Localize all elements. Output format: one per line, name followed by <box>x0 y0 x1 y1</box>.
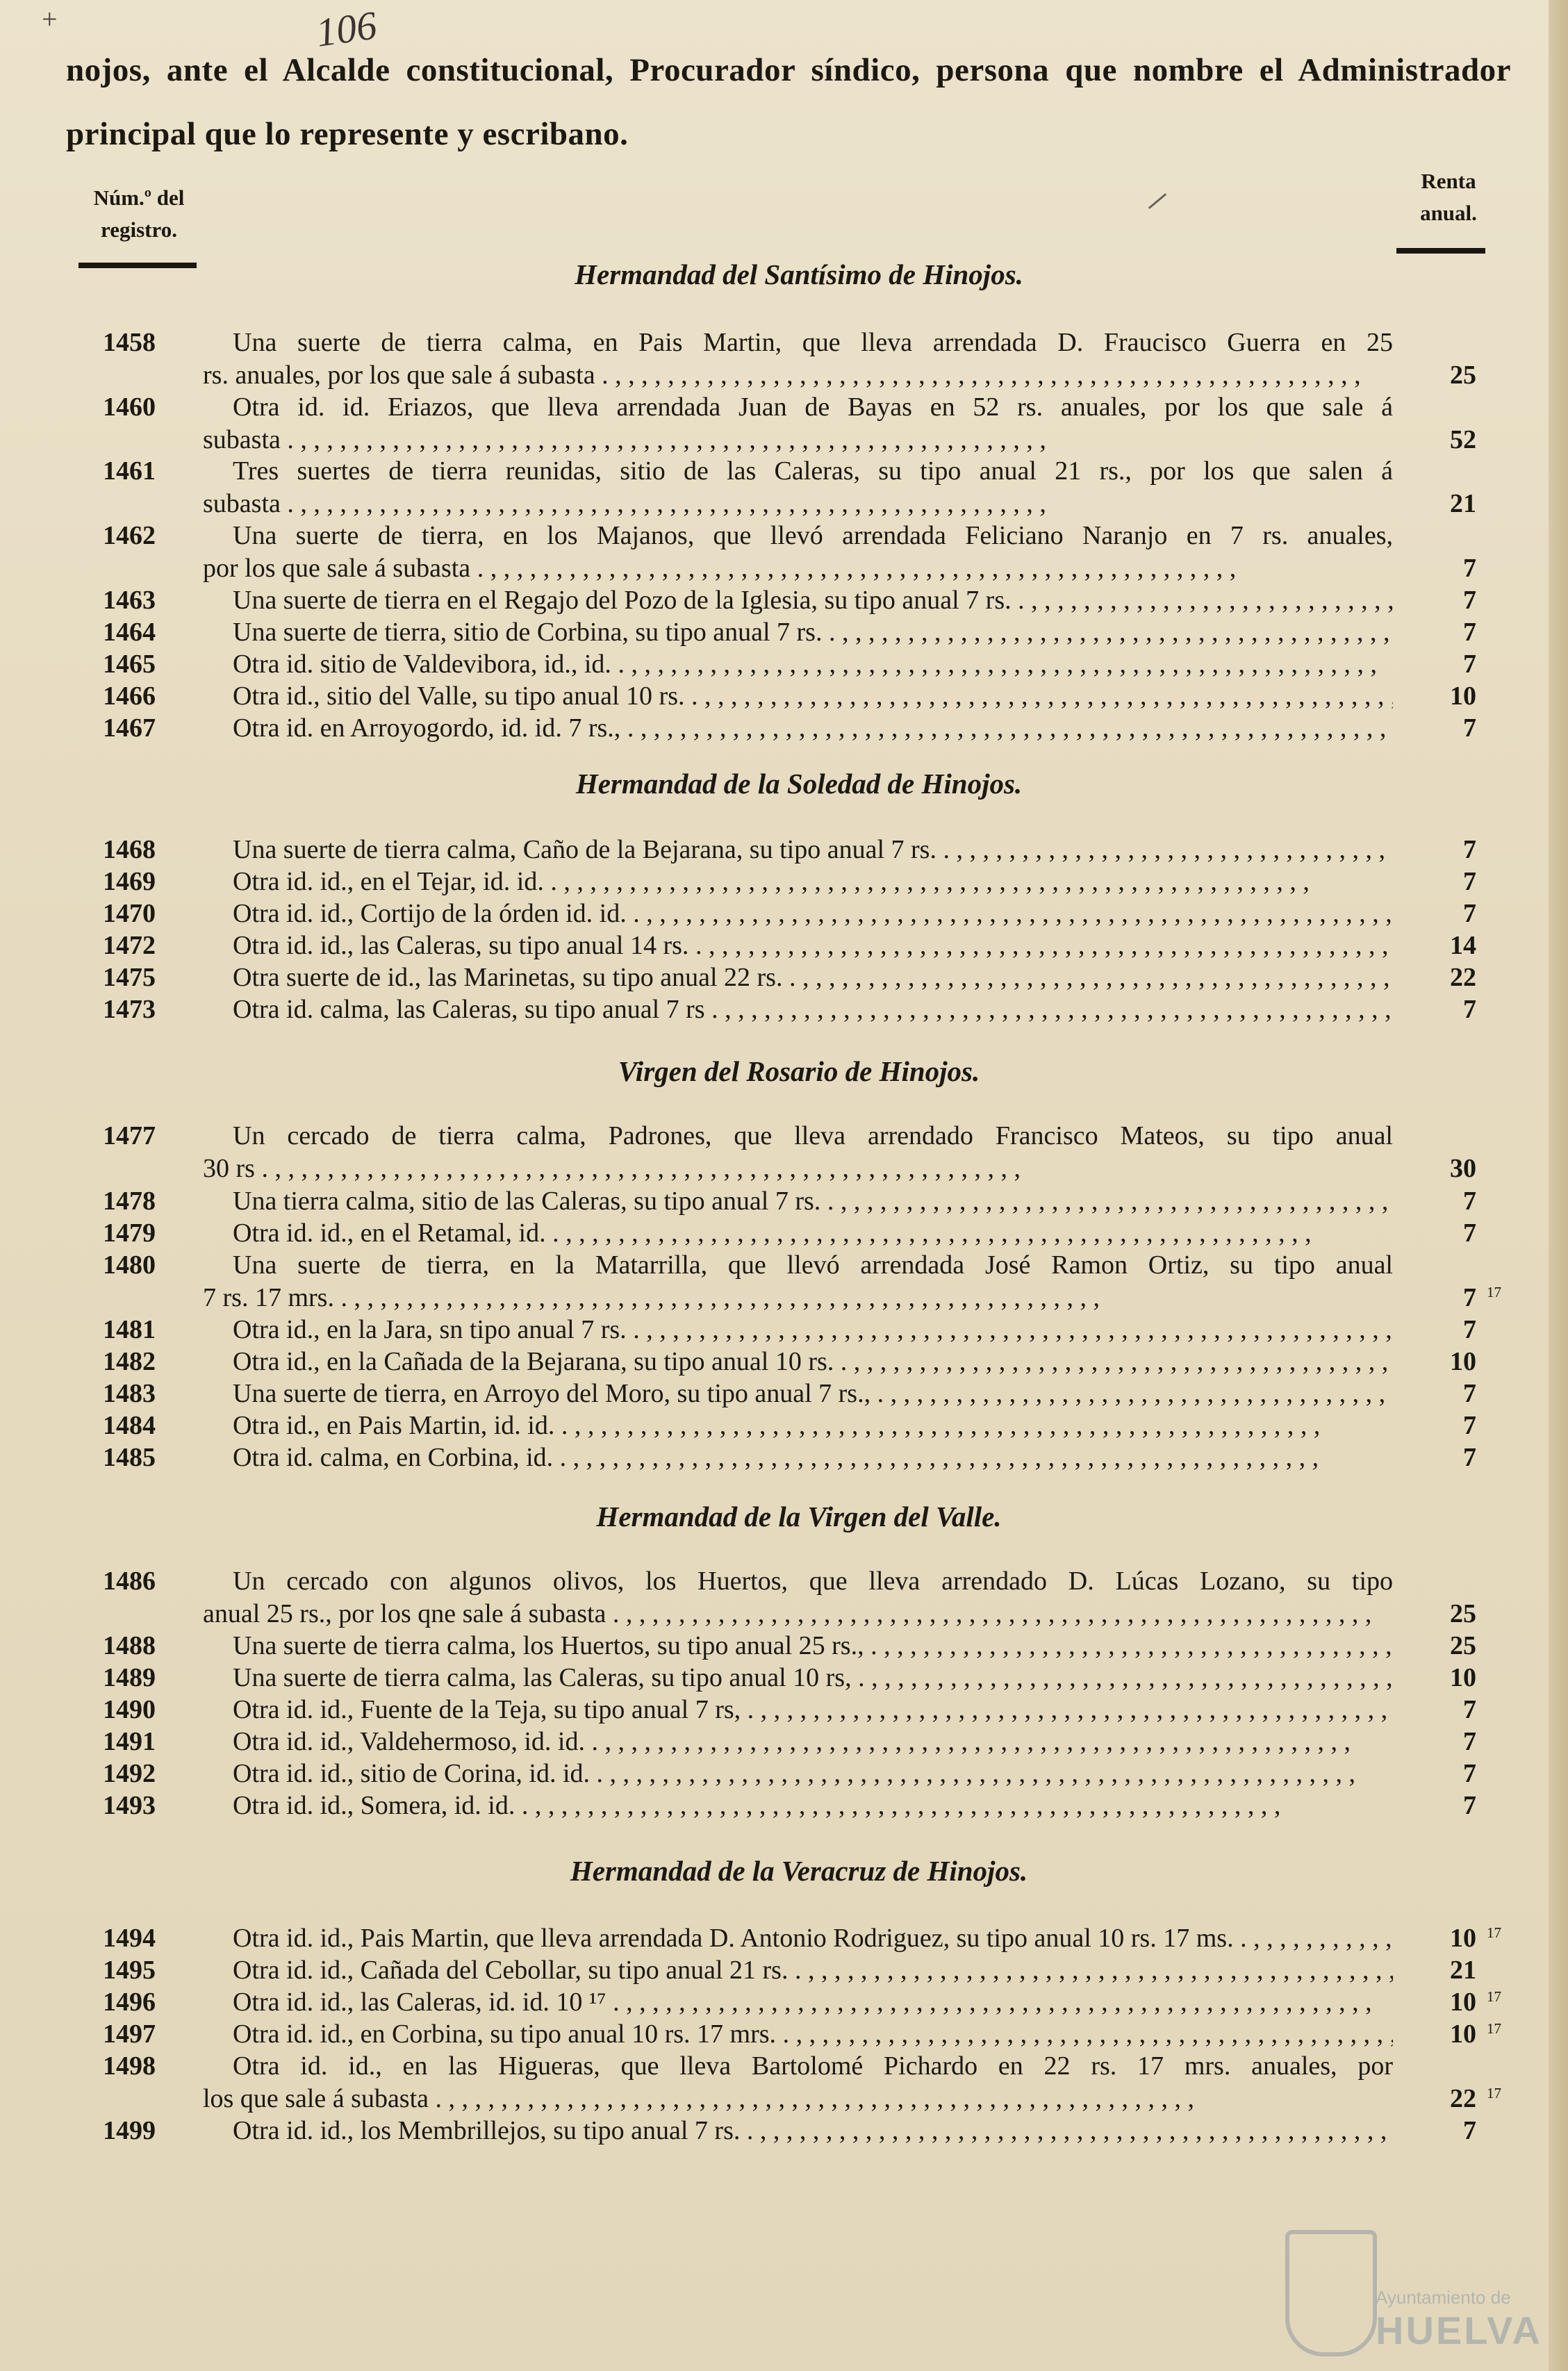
section-title: Hermandad de la Virgen del Valle. <box>596 1501 1002 1533</box>
register-row <box>0 834 1568 866</box>
register-row <box>0 1441 1568 1473</box>
register-number: 1484 <box>103 1411 156 1440</box>
register-number: 1498 <box>103 2051 156 2081</box>
register-row <box>0 648 1568 680</box>
register-number: 1497 <box>103 2019 156 2049</box>
register-row <box>0 961 1568 993</box>
annual-rent-value: 7 <box>1463 650 1476 679</box>
annual-rent-value: 10 <box>1450 1988 1476 2017</box>
register-number: 1496 <box>103 1988 156 2017</box>
register-description-continuation: 30 rs . , , , , , , , , , , , , , , , , , , , , , , , , , , , , , , , , , , , , , , , , , , , , , , , , , , , , , , , , , <box>203 1153 1393 1184</box>
register-number: 1467 <box>103 713 156 743</box>
register-row <box>0 616 1568 648</box>
register-row-continuation <box>0 1153 1568 1184</box>
annual-rent-value: 7 <box>1463 1187 1476 1216</box>
column-header-rent: Renta anual. <box>1420 169 1477 225</box>
register-row <box>0 1790 1568 1821</box>
register-description: Otra id. id., en el Tejar, id. id. . , , , , , , , , , , , , , , , , , , , , , , , , , , , , , , , , , , , , , , , , , , , , , , , , , , , , , , , , , <box>233 866 1393 898</box>
register-row-continuation <box>0 1282 1568 1314</box>
register-row-continuation <box>0 424 1568 456</box>
register-number: 1485 <box>103 1443 156 1472</box>
section-title: Hermandad de la Veracruz de Hinojos. <box>570 1855 1028 1887</box>
register-number: 1483 <box>103 1379 156 1408</box>
register-description: Otra id. id., los Membrillejos, su tipo anual 7 rs. . , , , , , , , , , , , , , , , , , , , , , , , , , , , , , , , , , , , , , , , , , , , , , , , , , , , , , , , , , <box>233 2115 1393 2147</box>
register-row <box>0 1662 1568 1694</box>
register-description: Una suerte de tierra, en Arroyo del Moro, su tipo anual 7 rs., . , , , , , , , , , , , , , , , , , , , , , , , , , , , , , , , , , , , , , , , , , , , , , , , , , , , , , , , , , <box>233 1378 1393 1410</box>
annual-rent-value: 30 <box>1450 1154 1476 1183</box>
register-row <box>0 1726 1568 1758</box>
register-description: Un cercado de tierra calma, Padrones, que lleva arrendado Francisco Mateos, su tipo anual <box>233 1121 1393 1150</box>
annual-rent-value: 52 <box>1450 425 1476 454</box>
register-row <box>0 1120 1568 1152</box>
register-description: Una suerte de tierra, sitio de Corbina, su tipo anual 7 rs. . , , , , , , , , , , , , , , , , , , , , , , , , , , , , , , , , , , , , , , , , , , , , , , , , , , , , , , , , , <box>233 616 1393 648</box>
register-row <box>0 1249 1568 1281</box>
register-description: Otra id. id., Cañada del Cebollar, su tipo anual 21 rs. . , , , , , , , , , , , , , , , , , , , , , , , , , , , , , , , , , , , , , , , , , , , , , , , , , , , , , , , , , <box>233 1954 1393 1986</box>
register-row <box>0 1410 1568 1441</box>
register-row <box>0 391 1568 423</box>
register-description: Otra id. sitio de Valdevibora, id., id. . , , , , , , , , , , , , , , , , , , , , , , , , , , , , , , , , , , , , , , , , , , , , , , , , , , , , , , , , , <box>233 648 1393 680</box>
register-description: Otra id. id., Somera, id. id. . , , , , , , , , , , , , , , , , , , , , , , , , , , , , , , , , , , , , , , , , , , , , , , , , , , , , , , , , , <box>233 1790 1393 1821</box>
corner-mark: + <box>42 3 58 35</box>
annual-rent-value: 14 <box>1450 931 1476 960</box>
register-number: 1464 <box>103 618 156 647</box>
register-number: 1481 <box>103 1315 156 1344</box>
register-row <box>0 584 1568 616</box>
register-row <box>0 712 1568 744</box>
register-number: 1468 <box>103 835 156 864</box>
register-row <box>0 1986 1568 2018</box>
register-description: Otra id. id., en las Higueras, que lleva Bartolomé Pichardo en 22 rs. 17 mrs. anuales, por <box>233 2051 1393 2081</box>
rule-left <box>79 263 197 268</box>
register-row <box>0 898 1568 930</box>
watermark-line2: HUELVA <box>1376 2308 1542 2352</box>
header-text: nojos, ante el Alcalde constitucional, Procurador síndico, persona que nombre el Administrador principal que lo represente y escribano. <box>66 52 1511 152</box>
register-number: 1499 <box>103 2116 156 2145</box>
register-description: Otra id. en Arroyogordo, id. id. 7 rs., . , , , , , , , , , , , , , , , , , , , , , , , , , , , , , , , , , , , , , , , , , , , , , , , , , , , , , , , , , <box>233 712 1393 744</box>
column-header-number: Núm.º del registro. <box>93 185 185 242</box>
annual-rent-value: 7 <box>1463 1695 1476 1724</box>
register-number: 1490 <box>103 1695 156 1724</box>
annual-rent-value: 10 <box>1450 1347 1476 1376</box>
annual-rent-value: 7 <box>1463 1727 1476 1756</box>
register-description: Una suerte de tierra calma, Caño de la Bejarana, su tipo anual 7 rs. . , , , , , , , , , , , , , , , , , , , , , , , , , , , , , , , , , , , , , , , , , , , , , , , , , , , , , , , , , <box>233 834 1393 866</box>
annual-rent-value: 25 <box>1450 361 1476 390</box>
register-description: Una suerte de tierra calma, las Caleras, su tipo anual 10 rs, . , , , , , , , , , , , , , , , , , , , , , , , , , , , , , , , , , , , , , , , , , , , , , , , , , , , , , , , , , <box>233 1662 1393 1694</box>
register-number: 1463 <box>103 586 156 615</box>
annual-rent-value: 7 <box>1463 1759 1476 1788</box>
annual-rent-value: 10 <box>1450 681 1476 711</box>
register-description: Otra id. calma, en Corbina, id. . , , , , , , , , , , , , , , , , , , , , , , , , , , , , , , , , , , , , , , , , , , , , , , , , , , , , , , , , , <box>233 1441 1393 1473</box>
handwritten-folio: 106 <box>313 2 380 56</box>
register-description: Una suerte de tierra calma, en Pais Martin, que lleva arrendada D. Fraucisco Guerra en 25 <box>233 328 1393 357</box>
register-description: Una suerte de tierra en el Regajo del Pozo de la Iglesia, su tipo anual 7 rs. . , , , , , , , , , , , , , , , , , , , , , , , , , , , , , , , , , , , , , , , , , , , , , , , , , , , , , , , , , <box>233 584 1393 616</box>
section-title: Virgen del Rosario de Hinojos. <box>618 1055 980 1087</box>
register-row <box>0 455 1568 487</box>
register-description: Otra id. id. Eriazos, que lleva arrendada Juan de Bayas en 52 rs. anuales, por los que sale á <box>233 393 1393 422</box>
register-description: Otra suerte de id., las Marinetas, su tipo anual 22 rs. . , , , , , , , , , , , , , , , , , , , , , , , , , , , , , , , , , , , , , , , , , , , , , , , , , , , , , , , , , <box>233 961 1393 993</box>
register-number: 1465 <box>103 650 156 679</box>
annual-rent-value: 10 <box>1450 2019 1476 2049</box>
register-row-continuation <box>0 359 1568 391</box>
annual-rent-value: 7 <box>1463 1315 1476 1344</box>
register-number: 1469 <box>103 867 156 896</box>
coat-of-arms-icon <box>1285 2230 1377 2356</box>
register-description-continuation: los que sale á subasta . , , , , , , , , , , , , , , , , , , , , , , , , , , , , , , , , , , , , , , , , , , , , , , , , , , , , , , , , , <box>203 2083 1393 2115</box>
pen-tick <box>1148 193 1166 209</box>
register-description: Otra id. id., sitio de Corina, id. id. . , , , , , , , , , , , , , , , , , , , , , , , , , , , , , , , , , , , , , , , , , , , , , , , , , , , , , , , , , <box>233 1758 1393 1790</box>
annual-rent-value: 22 <box>1450 963 1476 992</box>
register-row <box>0 1217 1568 1249</box>
annual-rent-value: 7 <box>1463 713 1476 743</box>
register-row <box>0 930 1568 961</box>
library-watermark <box>1285 2230 1542 2355</box>
annual-rent-value: 7 <box>1463 618 1476 647</box>
register-number: 1482 <box>103 1347 156 1376</box>
register-description: Una tierra calma, sitio de las Caleras, su tipo anual 7 rs. . , , , , , , , , , , , , , , , , , , , , , , , , , , , , , , , , , , , , , , , , , , , , , , , , , , , , , , , , , <box>233 1185 1393 1217</box>
register-number: 1470 <box>103 899 156 928</box>
annual-rent-value: 7 <box>1463 1791 1476 1820</box>
register-row <box>0 1758 1568 1790</box>
register-description-continuation: subasta . , , , , , , , , , , , , , , , , , , , , , , , , , , , , , , , , , , , , , , , , , , , , , , , , , , , , , , , , , <box>203 488 1393 520</box>
register-row <box>0 680 1568 712</box>
register-number: 1466 <box>103 681 156 711</box>
register-number: 1475 <box>103 963 156 992</box>
register-description: Otra id. id., las Caleras, id. id. 10 ¹⁷ . , , , , , , , , , , , , , , , , , , , , , , , , , , , , , , , , , , , , , , , , , , , , , , , , , , , , , , , , , <box>233 1986 1393 2018</box>
register-number: 1458 <box>103 328 156 357</box>
register-number: 1494 <box>103 1924 156 1953</box>
register-row <box>0 1185 1568 1217</box>
annual-rent-value: 7 <box>1463 1379 1476 1408</box>
register-number: 1480 <box>103 1250 156 1280</box>
annual-rent-maravedis: 17 <box>1487 1284 1501 1300</box>
annual-rent-value: 7 <box>1463 1283 1476 1312</box>
annual-rent-maravedis: 17 <box>1487 1988 1501 2005</box>
register-number: 1479 <box>103 1218 156 1248</box>
annual-rent-maravedis: 17 <box>1487 1924 1501 1941</box>
register-description: Otra id. id., Cortijo de la órden id. id. . , , , , , , , , , , , , , , , , , , , , , , , , , , , , , , , , , , , , , , , , , , , , , , , , , , , , , , , , , <box>233 898 1393 930</box>
register-description: Otra id., sitio del Valle, su tipo anual 10 rs. . , , , , , , , , , , , , , , , , , , , , , , , , , , , , , , , , , , , , , , , , , , , , , , , , , , , , , , , , , <box>233 680 1393 712</box>
annual-rent-value: 21 <box>1450 489 1476 518</box>
annual-rent-value: 22 <box>1450 2084 1476 2113</box>
register-row <box>0 1954 1568 1986</box>
register-number: 1486 <box>103 1567 156 1596</box>
register-row <box>0 327 1568 358</box>
register-number: 1488 <box>103 1631 156 1660</box>
register-description-continuation: rs. anuales, por los que sale á subasta . , , , , , , , , , , , , , , , , , , , , , , , , , , , , , , , , , , , , , , , , , , , , , , , , , , , , , , , , , <box>203 359 1393 391</box>
register-row <box>0 1922 1568 1954</box>
annual-rent-value: 7 <box>1463 1218 1476 1248</box>
register-row-continuation <box>0 488 1568 520</box>
register-number: 1462 <box>103 521 156 550</box>
annual-rent-value: 7 <box>1463 554 1476 583</box>
register-description: Una suerte de tierra, en la Matarrilla, que llevó arrendada José Ramon Ortiz, su tipo anual <box>233 1250 1393 1280</box>
register-description: Otra id., en Pais Martin, id. id. . , , , , , , , , , , , , , , , , , , , , , , , , , , , , , , , , , , , , , , , , , , , , , , , , , , , , , , , , , <box>233 1410 1393 1441</box>
register-row-continuation <box>0 1598 1568 1630</box>
annual-rent-value: 7 <box>1463 586 1476 615</box>
register-description: Otra id., en la Cañada de la Bejarana, su tipo anual 10 rs. . , , , , , , , , , , , , , , , , , , , , , , , , , , , , , , , , , , , , , , , , , , , , , , , , , , , , , , , , , <box>233 1346 1393 1378</box>
register-description: Otra id. id., Fuente de la Teja, su tipo anual 7 rs, . , , , , , , , , , , , , , , , , , , , , , , , , , , , , , , , , , , , , , , , , , , , , , , , , , , , , , , , , , <box>233 1694 1393 1726</box>
register-row <box>0 1346 1568 1378</box>
annual-rent-value: 10 <box>1450 1924 1476 1953</box>
register-row <box>0 993 1568 1025</box>
annual-rent-value: 7 <box>1463 995 1476 1024</box>
register-description: Otra id., en la Jara, sn tipo anual 7 rs. . , , , , , , , , , , , , , , , , , , , , , , , , , , , , , , , , , , , , , , , , , , , , , , , , , , , , , , , , , <box>233 1314 1393 1346</box>
register-description: Otra id. id., en Corbina, su tipo anual 10 rs. 17 mrs. . , , , , , , , , , , , , , , , , , , , , , , , , , , , , , , , , , , , , , , , , , , , , , , , , , , , , , , , , , <box>233 2018 1393 2050</box>
register-row <box>0 2050 1568 2082</box>
register-number: 1460 <box>103 393 156 422</box>
register-row-continuation <box>0 2083 1568 2115</box>
register-description-continuation: subasta . , , , , , , , , , , , , , , , , , , , , , , , , , , , , , , , , , , , , , , , , , , , , , , , , , , , , , , , , , <box>203 424 1393 456</box>
register-description-continuation: anual 25 rs., por los qne sale á subasta . , , , , , , , , , , , , , , , , , , , , , , , , , , , , , , , , , , , , , , , , , , , , , , , , , , , , , , , , , <box>203 1598 1393 1630</box>
register-description: Una suerte de tierra calma, los Huertos, su tipo anual 25 rs., . , , , , , , , , , , , , , , , , , , , , , , , , , , , , , , , , , , , , , , , , , , , , , , , , , , , , , , , , , <box>233 1630 1393 1662</box>
register-description: Una suerte de tierra, en los Majanos, que llevó arrendada Feliciano Naranjo en 7 rs. anuales, <box>233 521 1393 550</box>
register-description-continuation: 7 rs. 17 mrs. . , , , , , , , , , , , , , , , , , , , , , , , , , , , , , , , , , , , , , , , , , , , , , , , , , , , , , , , , , <box>203 1282 1393 1314</box>
annual-rent-value: 7 <box>1463 1411 1476 1440</box>
register-number: 1493 <box>103 1791 156 1820</box>
register-row <box>0 520 1568 552</box>
register-row <box>0 1630 1568 1662</box>
annual-rent-maravedis: 17 <box>1487 2085 1501 2101</box>
register-row <box>0 1694 1568 1726</box>
register-description: Otra id. id., en el Retamal, id. . , , , , , , , , , , , , , , , , , , , , , , , , , , , , , , , , , , , , , , , , , , , , , , , , , , , , , , , , , <box>233 1217 1393 1249</box>
section-title: Hermandad del Santísimo de Hinojos. <box>575 258 1023 290</box>
annual-rent-value: 21 <box>1450 1956 1476 1985</box>
annual-rent-value: 25 <box>1450 1599 1476 1628</box>
annual-rent-value: 25 <box>1450 1631 1476 1660</box>
register-description: Otra id. id., Valdehermoso, id. id. . , , , , , , , , , , , , , , , , , , , , , , , , , , , , , , , , , , , , , , , , , , , , , , , , , , , , , , , , , <box>233 1726 1393 1758</box>
register-description: Otra id. id., las Caleras, su tipo anual 14 rs. . , , , , , , , , , , , , , , , , , , , , , , , , , , , , , , , , , , , , , , , , , , , , , , , , , , , , , , , , , <box>233 930 1393 961</box>
register-row <box>0 866 1568 898</box>
register-number: 1461 <box>103 456 156 486</box>
register-row <box>0 1314 1568 1346</box>
annual-rent-value: 7 <box>1463 2116 1476 2145</box>
register-description: Un cercado con algunos olivos, los Huertos, que lleva arrendado D. Lúcas Lozano, su tipo <box>233 1567 1393 1596</box>
register-number: 1492 <box>103 1759 156 1788</box>
register-number: 1478 <box>103 1187 156 1216</box>
annual-rent-value: 7 <box>1463 1443 1476 1472</box>
section-title: Hermandad de la Soledad de Hinojos. <box>575 768 1023 800</box>
register-description: Otra id. id., Pais Martin, que lleva arrendada D. Antonio Rodriguez, su tipo anual 10 rs. 17 ms. . , , , , , , , , , , , , , , , , , , , , , , , , , , , , , , , , , , , , , , , , , , , , , , , , , , , , , , , , , <box>233 1922 1393 1954</box>
register-description-continuation: por los que sale á subasta . , , , , , , , , , , , , , , , , , , , , , , , , , , , , , , , , , , , , , , , , , , , , , , , , , , , , , , , , , <box>203 552 1393 584</box>
register-number: 1495 <box>103 1956 156 1985</box>
register-number: 1491 <box>103 1727 156 1756</box>
register-number: 1477 <box>103 1121 156 1150</box>
watermark-line1: Ayuntamiento de <box>1376 2287 1511 2308</box>
register-number: 1472 <box>103 931 156 960</box>
rule-right <box>1396 248 1485 254</box>
annual-rent-value: 7 <box>1463 899 1476 928</box>
register-row <box>0 1565 1568 1597</box>
register-number: 1473 <box>103 995 156 1024</box>
register-row <box>0 1378 1568 1410</box>
register-number: 1489 <box>103 1663 156 1692</box>
annual-rent-maravedis: 17 <box>1487 2020 1501 2037</box>
register-description: Otra id. calma, las Caleras, su tipo anual 7 rs . , , , , , , , , , , , , , , , , , , , , , , , , , , , , , , , , , , , , , , , , , , , , , , , , , , , , , , , , , <box>233 993 1393 1025</box>
annual-rent-value: 7 <box>1463 835 1476 864</box>
register-row <box>0 2018 1568 2050</box>
register-description: Tres suertes de tierra reunidas, sitio de las Caleras, su tipo anual 21 rs., por los que salen á <box>233 456 1393 486</box>
register-row <box>0 2115 1568 2147</box>
annual-rent-value: 7 <box>1463 867 1476 896</box>
register-row-continuation <box>0 552 1568 584</box>
annual-rent-value: 10 <box>1450 1663 1476 1692</box>
